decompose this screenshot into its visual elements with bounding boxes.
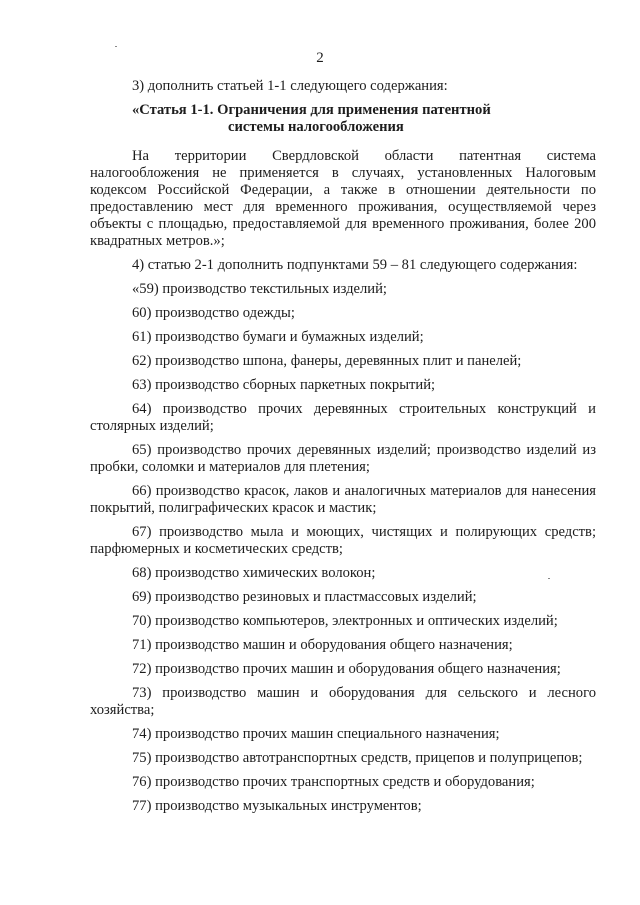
- scan-speck: [115, 46, 117, 47]
- list-item-69: 69) производство резиновых и пластмассовых изделий;: [132, 589, 477, 605]
- list-item-77: 77) производство музыкальных инструментов;: [132, 798, 422, 814]
- list-item-65: 65) производство прочих деревянных изделий; производство изделий из пробки, соломки и материалов для плетения;: [90, 442, 596, 475]
- list-item-64: 64) производство прочих деревянных строительных конструкций и столярных изделий;: [90, 401, 596, 434]
- page-number: 2: [316, 50, 324, 66]
- list-item-62: 62) производство шпона, фанеры, деревянных плит и панелей;: [132, 353, 522, 369]
- list-item-66: 66) производство красок, лаков и аналогичных материалов для нанесения покрытий, полиграфических красок и мастик;: [90, 483, 596, 516]
- list-item-63: 63) производство сборных паркетных покрытий;: [132, 377, 436, 393]
- list-item-68: 68) производство химических волокон;: [132, 565, 376, 581]
- list-item-59: «59) производство текстильных изделий;: [132, 281, 387, 297]
- list-item-71: 71) производство машин и оборудования общего назначения;: [132, 637, 513, 653]
- list-item-74: 74) производство прочих машин специального назначения;: [132, 726, 500, 742]
- intro-paragraph: 3) дополнить статьей 1-1 следующего содержания:: [132, 78, 448, 94]
- article-body: На территории Свердловской области патентная система налогообложения не применяется в случаях, установленных Налоговым кодексом Российской Федерации, а также в отношении деятельности по предоставлению мест для временного проживания, осуществляемой через объекты с площадью, предоставляемой для временного проживания, более 200 квадратных метров.»;: [90, 148, 596, 249]
- list-item-75: 75) производство автотранспортных средств, прицепов и полуприцепов;: [132, 750, 583, 766]
- list-item-61: 61) производство бумаги и бумажных изделий;: [132, 329, 424, 345]
- list-item-70: 70) производство компьютеров, электронных и оптических изделий;: [132, 613, 558, 629]
- article-title-line-2: системы налогообложения: [228, 119, 404, 135]
- amendment-intro: 4) статью 2-1 дополнить подпунктами 59 – 81 следующего содержания:: [132, 257, 578, 273]
- article-title-line-1: «Статья 1-1. Ограничения для применения патентной: [132, 102, 491, 118]
- article-title: [90, 102, 596, 136]
- list-item-67: 67) производство мыла и моющих, чистящих и полирующих средств; парфюмерных и косметических средств;: [90, 524, 596, 557]
- list-item-60: 60) производство одежды;: [132, 305, 295, 321]
- list-item-73: 73) производство машин и оборудования для сельского и лесного хозяйства;: [90, 685, 596, 718]
- list-item-76: 76) производство прочих транспортных средств и оборудования;: [132, 774, 535, 790]
- document-body: [90, 78, 596, 822]
- list-item-72: 72) производство прочих машин и оборудования общего назначения;: [132, 661, 561, 677]
